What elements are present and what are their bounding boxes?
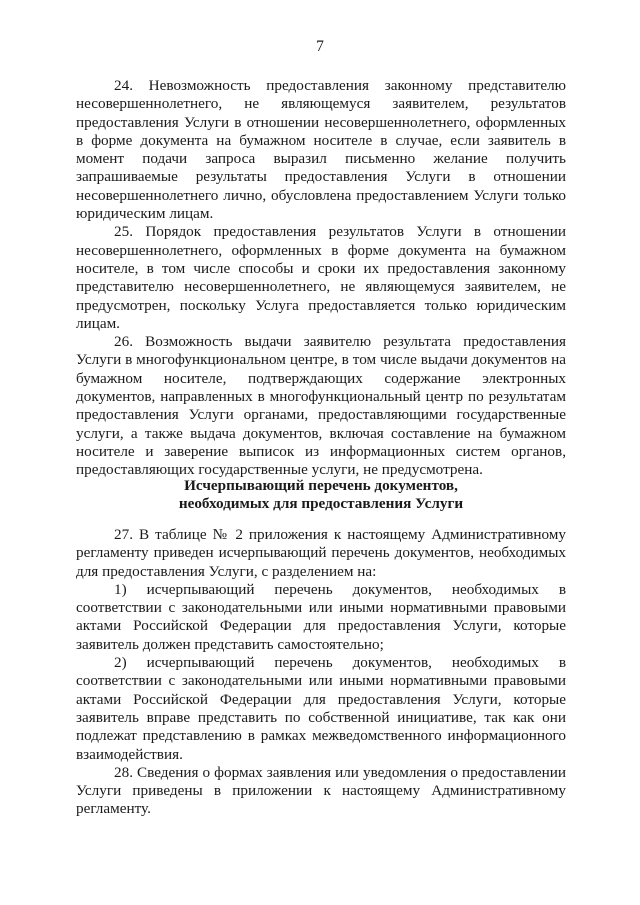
list-item-1: 1) исчерпывающий перечень документов, необходимых в соответствии с законодательными или иными нормативными правовыми актами Российской Федерации для предоставления Услуги, которые заявитель должен представить самостоятельно; (76, 580, 566, 653)
paragraph-27: 27. В таблице № 2 приложения к настоящему Административному регламенту приведен исчерпывающий перечень документов, необходимых для предоставления Услуги, с разделением на: (76, 526, 566, 580)
paragraph-26: 26. Возможность выдачи заявителю результата предоставления Услуги в многофункциональном центре, в том числе выдачи документов на бумажном носителе, подтверждающих содержание электронных документов, направленных в многофункциональный центр по результатам предоставления Услуги органами, предоставляющими государственные услуги, а также выдача документов, включая составление на бумажном носителе и заверение выписок из информационных систем органов, предоставляющих государственные услуги, не предусмотрена. (76, 333, 566, 479)
heading-line-1: Исчерпывающий перечень документов, (184, 477, 458, 494)
page-number: 7 (316, 38, 324, 55)
paragraph-24: 24. Невозможность предоставления законному представителю несовершеннолетнего, не являющемуся заявителем, результатов предоставления Услуги в отношении несовершеннолетнего, оформленных в форме документа на бумажном носителе в случае, если заявитель в момент подачи запроса выразил письменно желание получить запрашиваемые результаты предоставления Услуги в отношении несовершеннолетнего лично, обусловлена предоставлением Услуги только юридическим лицам. (76, 77, 566, 223)
section-documents-list (76, 526, 566, 819)
section-heading (76, 477, 566, 514)
paragraph-25: 25. Порядок предоставления результатов Услуги в отношении несовершеннолетнего, оформленных в форме документа на бумажном носителе, в том числе способы и сроки их предоставления законному представителю несовершеннолетнего, не являющемуся заявителем, не предусмотрен, поскольку Услуга предоставляется только юридическим лицам. (76, 223, 566, 332)
paragraph-28: 28. Сведения о формах заявления или уведомления о предоставлении Услуги приведены в приложении к настоящему Административному регламенту. (76, 763, 566, 818)
list-item-2: 2) исчерпывающий перечень документов, необходимых в соответствии с законодательными или иными нормативными правовыми актами Российской Федерации для предоставления Услуги, которые заявитель вправе представить по собственной инициативе, так как они подлежат представлению в рамках межведомственного информационного взаимодействия. (76, 654, 566, 763)
heading-line-2: необходимых для предоставления Услуги (178, 495, 464, 513)
section-results-delivery (76, 77, 566, 480)
